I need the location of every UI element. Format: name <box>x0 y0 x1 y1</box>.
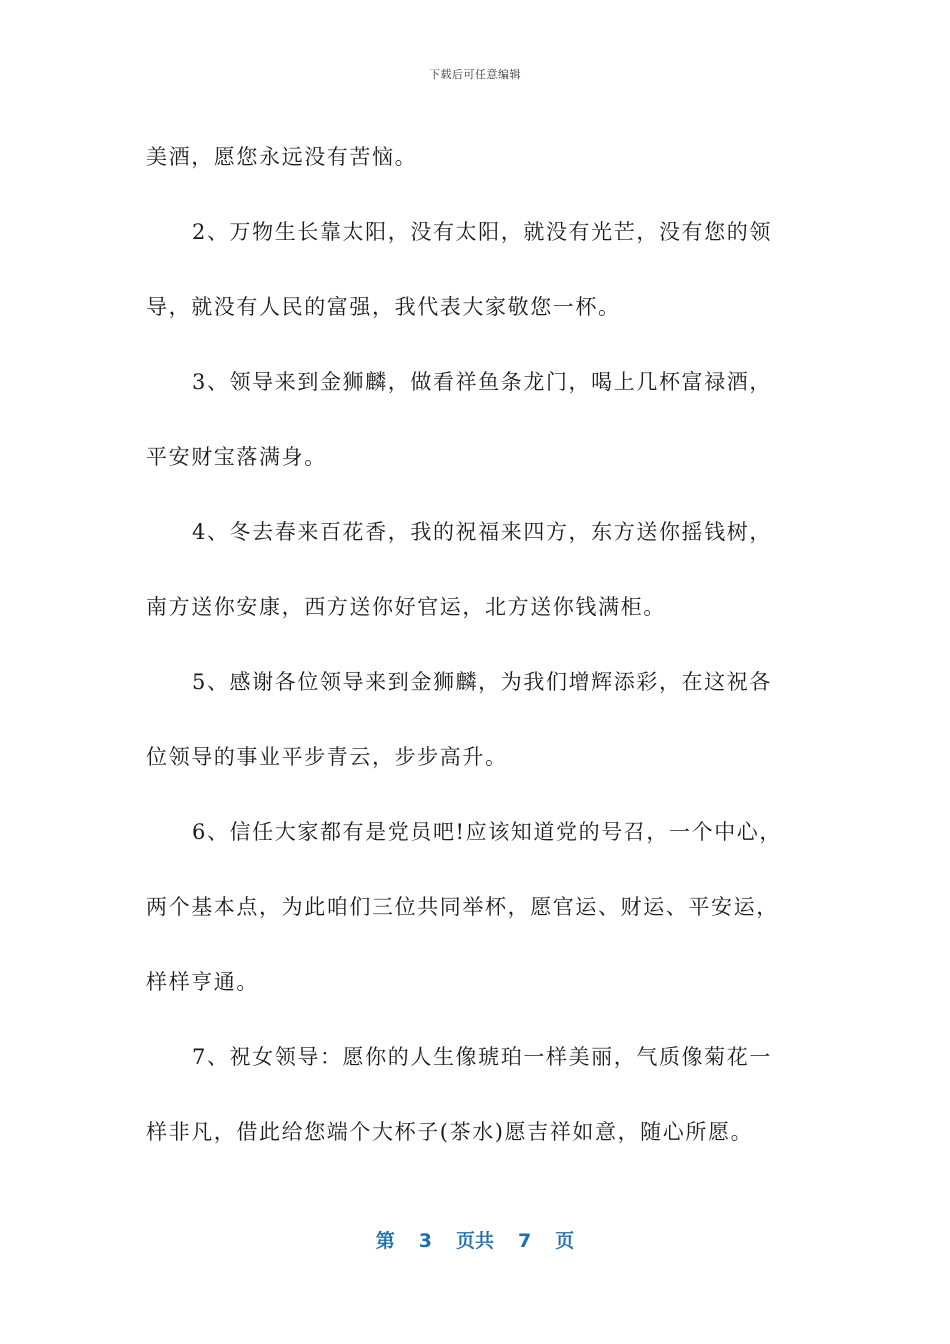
text-line: 样样亨通。 <box>146 970 259 994</box>
text-line: 位领导的事业平步青云，步步高升。 <box>146 745 508 769</box>
text-line: 3、领导来到金狮麟，做看祥鱼条龙门，喝上几杯富禄酒， <box>192 370 772 394</box>
page-footer <box>0 1226 950 1253</box>
body-text <box>146 120 816 1170</box>
text-line: 2、万物生长靠太阳，没有太阳，就没有光芒，没有您的领 <box>192 220 772 244</box>
total-pages-number: 7 <box>518 1230 532 1252</box>
text-line: 6、信任大家都有是党员吧!应该知道党的号召，一个中心， <box>192 820 782 844</box>
text-line: 平安财宝落满身。 <box>146 445 327 469</box>
text-line: 样非凡，借此给您端个大杯子(茶水)愿吉祥如意，随心所愿。 <box>146 1120 754 1144</box>
text-line: 导，就没有人民的富强，我代表大家敬您一杯。 <box>146 295 621 319</box>
footer-prefix: 第 <box>375 1230 395 1252</box>
footer-suffix: 页 <box>555 1230 575 1252</box>
text-line: 美酒，愿您永远没有苦恼。 <box>146 145 418 169</box>
text-line: 7、祝女领导：愿你的人生像琥珀一样美丽，气质像菊花一 <box>192 1045 772 1069</box>
footer-middle: 页共 <box>455 1230 494 1252</box>
text-line: 5、感谢各位领导来到金狮麟，为我们增辉添彩，在这祝各 <box>192 670 772 694</box>
text-line: 4、冬去春来百花香，我的祝福来四方，东方送你摇钱树， <box>192 520 772 544</box>
header-note: 下载后可任意编辑 <box>429 68 521 81</box>
current-page-number: 3 <box>418 1230 432 1252</box>
text-line: 两个基本点，为此咱们三位共同举杯，愿官运、财运、平安运， <box>146 895 779 919</box>
text-line: 南方送你安康，西方送你好官运，北方送你钱满柜。 <box>146 595 666 619</box>
